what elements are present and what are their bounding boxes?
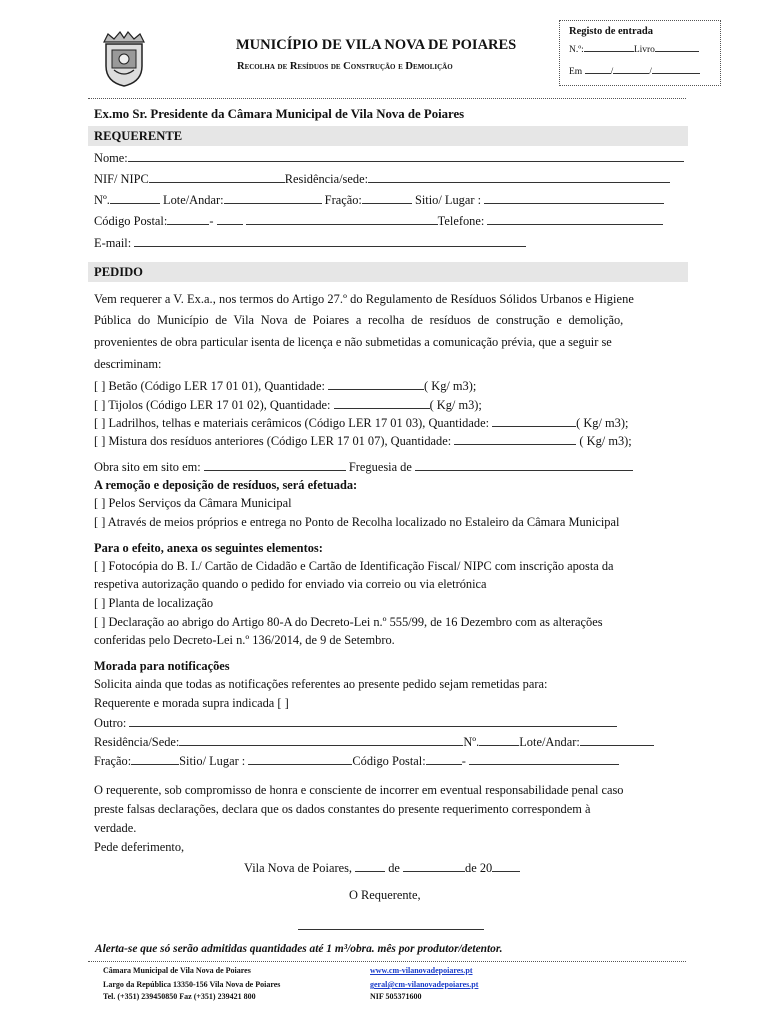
row-email xyxy=(94,235,526,251)
codigo-postal-field-3[interactable] xyxy=(246,213,438,225)
sitio-field[interactable] xyxy=(484,192,664,204)
numero-field[interactable] xyxy=(110,192,160,204)
mistura-quantity-field[interactable] xyxy=(454,433,576,445)
codigo-postal-field-1[interactable] xyxy=(167,213,209,225)
codigo-postal-label: Código Postal: xyxy=(94,214,168,228)
pedido-bar xyxy=(88,262,688,282)
morada-numero-field[interactable] xyxy=(479,734,519,746)
registo-n-label: N.º: xyxy=(569,45,584,55)
anexos-heading: Para o efeito, anexa os seguintes elementos: xyxy=(94,541,323,555)
email-label: E-mail: xyxy=(94,236,132,250)
footer-address-3: Tel. (+351) 239450850 Faz (+351) 239421 800 xyxy=(103,992,256,1001)
obra-sito-label: Obra sito em sito em: xyxy=(94,460,201,474)
item-betao[interactable] xyxy=(94,378,476,394)
pedido-p3: provenientes de obra particular isenta de licença e não submetidas a comunicação prévia, que a seguir se xyxy=(94,335,612,349)
signature-line[interactable] xyxy=(298,929,484,930)
nif-field[interactable] xyxy=(149,171,285,183)
registo-box: Registo de entrada N.º: Livro Em / / xyxy=(559,20,721,86)
morada-requerente-option[interactable]: Requerente e morada supra indicada [ ] xyxy=(94,696,289,710)
municipality-crest xyxy=(100,30,148,88)
betao-quantity-field[interactable] xyxy=(328,378,424,390)
row-morada-residencia xyxy=(94,734,654,750)
anexo-declaracao[interactable]: [ ] Declaração ao abrigo do Artigo 80-A do Decreto-Lei n.º 555/99, de 16 Dezembro com as alterações xyxy=(94,615,603,629)
tijolos-unit: ( Kg/ m3); xyxy=(429,398,482,412)
item-ladrilhos[interactable] xyxy=(94,415,628,431)
morada-codigo-postal-field-2[interactable] xyxy=(469,753,619,765)
nome-label: Nome: xyxy=(94,151,128,165)
pedido-heading: PEDIDO xyxy=(94,265,143,279)
morada-heading: Morada para notificações xyxy=(94,659,230,673)
row-numero xyxy=(94,192,664,208)
codigo-postal-field-2[interactable] xyxy=(217,213,243,225)
footer-website-link[interactable]: www.cm-vilanovadepoiares.pt xyxy=(370,966,473,975)
de-label-1: de xyxy=(388,861,400,875)
row-nif xyxy=(94,171,670,187)
salutation: Ex.mo Sr. Presidente da Câmara Municipal de Vila Nova de Poiares xyxy=(94,107,465,121)
o-requerente-label: O Requerente, xyxy=(349,888,421,902)
alerta-note: Alerta-se que só serão admitidas quantidades até 1 m³/obra. mês por produtor/detentor. xyxy=(95,943,503,955)
sitio-label: Sitio/ Lugar : xyxy=(414,193,482,207)
de-label-2: de 20 xyxy=(465,861,493,875)
item-tijolos[interactable] xyxy=(94,397,482,413)
ladrilhos-label: [ ] Ladrilhos, telhas e materiais cerâmicos (Código LER 17 01 03), Quantidade: xyxy=(94,416,490,430)
fracao-field[interactable] xyxy=(362,192,412,204)
pedido-p1: Vem requerer a V. Ex.a., nos termos do Artigo 27.º do Regulamento de Resíduos Sólidos Urbanos e Higiene xyxy=(94,292,634,306)
morada-numero-label: Nº. xyxy=(463,735,480,749)
morada-line1: Solicita ainda que todas as notificações referentes ao presente pedido sejam remetidas para: xyxy=(94,677,548,691)
outro-field[interactable] xyxy=(129,715,617,727)
registo-livro-label: Livro xyxy=(633,45,655,55)
declaracao-line2: preste falsas declarações, declara que os dados constantes do presente requerimento correspondem à xyxy=(94,802,591,816)
declaracao-line3: verdade. xyxy=(94,821,137,835)
morada-fracao-field[interactable] xyxy=(131,753,179,765)
footer-email-link[interactable]: geral@cm-vilanovadepoiares.pt xyxy=(370,980,479,989)
row-local-data xyxy=(244,860,520,876)
mes-field[interactable] xyxy=(403,860,465,872)
morada-fracao-label: Fração: xyxy=(94,754,132,768)
lote-label: Lote/Andar: xyxy=(163,193,224,207)
local-label: Vila Nova de Poiares, xyxy=(244,861,352,875)
morada-lote-label: Lote/Andar: xyxy=(519,735,580,749)
fracao-label: Fração: xyxy=(324,193,362,207)
dia-field[interactable] xyxy=(355,860,385,872)
ano-field[interactable] xyxy=(492,860,520,872)
tijolos-label: [ ] Tijolos (Código LER 17 01 02), Quantidade: xyxy=(94,398,331,412)
remocao-heading: A remoção e deposição de resíduos, será efetuada: xyxy=(94,478,358,492)
footer-address-2: Largo da República 13350-156 Vila Nova de Poiares xyxy=(103,980,281,989)
morada-residencia-label: Residência/Sede: xyxy=(94,735,180,749)
footer-nif: NIF 505371600 xyxy=(370,992,422,1001)
anexo-planta[interactable]: [ ] Planta de localização xyxy=(94,596,214,610)
morada-sitio-label: Sitio/ Lugar : xyxy=(179,754,246,768)
morada-codigo-postal-label: Código Postal: xyxy=(352,754,426,768)
page-subtitle: Recolha de Resíduos de Construção e Demolição xyxy=(237,61,453,72)
row-nome xyxy=(94,150,684,166)
row-morada-fracao: Fração: Sitio/ Lugar : Código Postal: - xyxy=(94,753,619,769)
telefone-label: Telefone: xyxy=(437,214,485,228)
footer-divider xyxy=(88,961,686,962)
header-divider xyxy=(88,98,686,99)
declaracao-line1: O requerente, sob compromisso de honra e consciente de incorrer em eventual responsabilidade penal caso xyxy=(94,783,624,797)
row-codigo-postal: Código Postal: - Telefone: xyxy=(94,213,663,229)
freguesia-field[interactable] xyxy=(415,459,633,471)
nome-field[interactable] xyxy=(128,150,684,162)
mistura-label: [ ] Mistura dos resíduos anteriores (Código LER 17 01 07), Quantidade: xyxy=(94,434,452,448)
lote-field[interactable] xyxy=(224,192,322,204)
pede-deferimento: Pede deferimento, xyxy=(94,840,185,854)
morada-residencia-field[interactable] xyxy=(179,734,463,746)
registo-title: Registo de entrada xyxy=(569,26,653,37)
remocao-option-meios-proprios[interactable]: [ ] Através de meios próprios e entrega no Ponto de Recolha localizado no Estaleiro da Câmara Municipal xyxy=(94,515,620,529)
anexo-bi-cont: respetiva autorização quando o pedido for enviado via correio ou via eletrónica xyxy=(94,577,487,591)
morada-codigo-postal-field-1[interactable] xyxy=(426,753,462,765)
page-title: MUNICÍPIO DE VILA NOVA DE POIARES xyxy=(236,37,517,53)
morada-sitio-field[interactable] xyxy=(248,753,352,765)
ladrilhos-quantity-field[interactable] xyxy=(492,415,576,427)
tijolos-quantity-field[interactable] xyxy=(334,397,430,409)
freguesia-label: Freguesia de xyxy=(348,460,412,474)
mistura-unit: ( Kg/ m3); xyxy=(579,434,632,448)
pedido-p4: descriminam: xyxy=(94,357,162,371)
registo-em-label: Em xyxy=(569,67,583,77)
pedido-p2: Pública do Município de Vila Nova de Poiares a recolha de resíduos de construção e demolição, xyxy=(94,313,624,327)
item-mistura[interactable] xyxy=(94,433,632,449)
betao-label: [ ] Betão (Código LER 17 01 01), Quantidade: xyxy=(94,379,325,393)
anexo-declaracao-cont: conferidas pelo Decreto-Lei n.º 136/2014, de 9 de Setembro. xyxy=(94,633,395,647)
email-field[interactable] xyxy=(134,235,526,247)
obra-sito-field[interactable] xyxy=(204,459,346,471)
footer-address-1: Câmara Municipal de Vila Nova de Poiares xyxy=(103,966,251,975)
requerente-heading: REQUERENTE xyxy=(94,129,183,143)
morada-lote-field[interactable] xyxy=(580,734,654,746)
row-outro xyxy=(94,715,617,731)
remocao-option-camara[interactable]: [ ] Pelos Serviços da Câmara Municipal xyxy=(94,496,292,510)
nif-label: NIF/ NIPC xyxy=(94,172,149,186)
telefone-field[interactable] xyxy=(487,213,663,225)
anexo-bi[interactable]: [ ] Fotocópia do B. I./ Cartão de Cidadão e Cartão de Identificação Fiscal/ NIPC com inscrição aposta da xyxy=(94,559,614,573)
row-obra-sito xyxy=(94,459,633,475)
betao-unit: ( Kg/ m3); xyxy=(424,379,477,393)
residencia-label: Residência/sede: xyxy=(284,172,369,186)
ladrilhos-unit: ( Kg/ m3); xyxy=(576,416,629,430)
outro-label: Outro: xyxy=(94,716,127,730)
residencia-field[interactable] xyxy=(368,171,670,183)
numero-label: Nº. xyxy=(94,193,110,207)
